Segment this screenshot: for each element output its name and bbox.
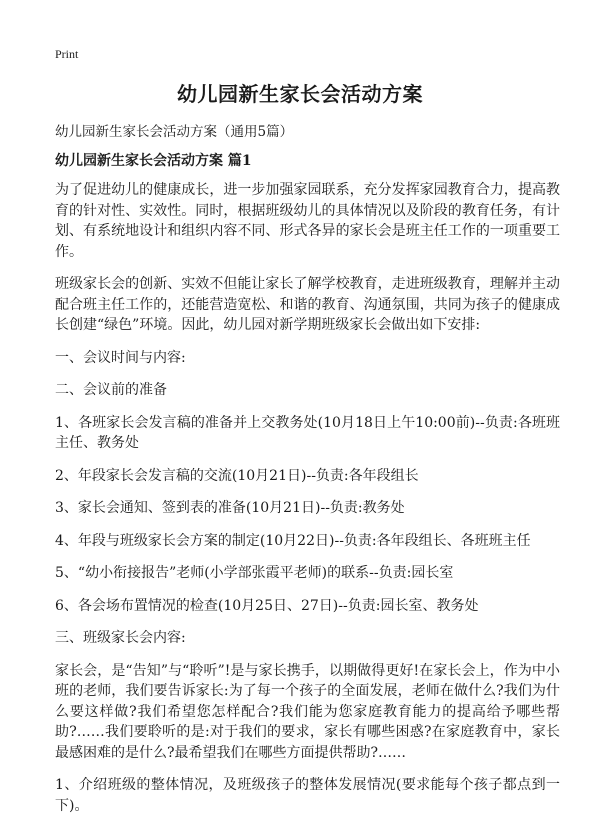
- paragraph: 三、班级家长会内容:: [55, 630, 186, 646]
- paragraph: 一、会议时间与内容:: [55, 349, 186, 366]
- document-body: [55, 180, 560, 828]
- paragraph: 6、各会场布置情况的检查(10月25日、27日)--负责:园长室、教务处: [55, 597, 479, 614]
- paragraph: 4、年段与班级家长会方案的制定(10月22日)--负责:各年段组长、各班班主任: [55, 532, 531, 549]
- paragraph: 班级家长会的创新、实效不但能让家长了解学校教育，走进班级教育，理解并主动配合班主任工作的，还能营造宽松、和谐的教育、沟通氛围，共同为孩子的健康成长创建“绿色”环境。因此，幼儿园对新学期班级家长会做出如下安排:: [55, 276, 560, 333]
- paragraph: 为了促进幼儿的健康成长，进一步加强家园联系，充分发挥家园教育合力，提高教育的针对性、实效性。同时，根据班级幼儿的具体情况以及阶段的教育任务，有计划、有系统地设计和组织内容不同、形式各异的家长会是班主任工作的一项重要工作。: [55, 182, 560, 260]
- paragraph: 1、介绍班级的整体情况，及班级孩子的整体发展情况(要求能每个孩子都点到一下)。: [55, 777, 560, 814]
- document-subtitle: 幼儿园新生家长会活动方案（通用5篇）: [55, 124, 294, 140]
- paragraph: 3、家长会通知、签到表的准备(10月21日)--负责:教务处: [55, 500, 405, 516]
- paragraph: 2、年段家长会发言稿的交流(10月21日)--负责:各年段组长: [55, 467, 419, 484]
- paragraph: 家长会，是“告知”与“聆听”!是与家长携手，以期做得更好!在家长会上，作为中小班的老师，我们要告诉家长:为了每一个孩子的全面发展，老师在做什么?我们为什么要这样做?我们希望您怎样配合?我们能为您家庭教育能力的提高给予哪些帮助?……我们要聆听的是:对于我们的要求，家长有哪些困惑?在家庭教育中，家长最感困难的是什么?最希望我们在哪些方面提供帮助?……: [55, 662, 560, 761]
- document-title: 幼儿园新生家长会活动方案: [177, 82, 423, 106]
- print-label: Print: [55, 47, 79, 61]
- paragraph: 1、各班家长会发言稿的准备并上交教务处(10月18日上午10:00前)--负责:各班班主任、教务处: [55, 414, 560, 451]
- section-title: 幼儿园新生家长会活动方案 篇1: [55, 153, 252, 169]
- paragraph: 5、“幼小衔接报告”老师(小学部张霞平老师)的联系--负责:园长室: [55, 565, 454, 581]
- paragraph: 二、会议前的准备: [55, 382, 167, 398]
